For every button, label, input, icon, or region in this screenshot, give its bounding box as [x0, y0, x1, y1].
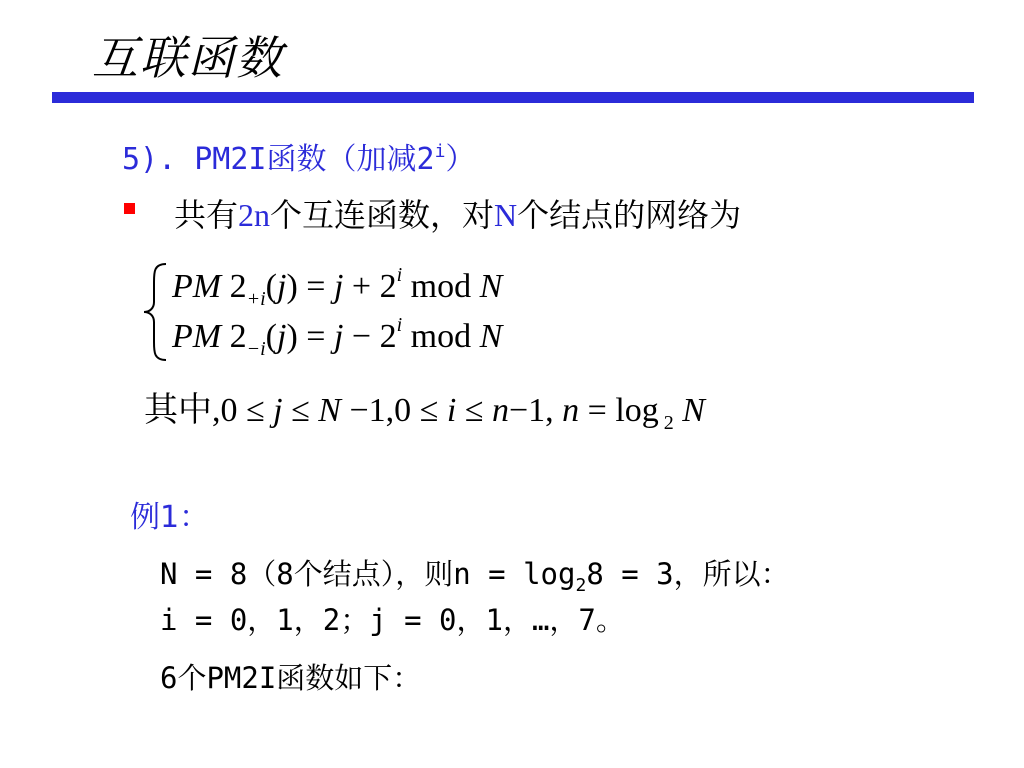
- eq1-j: j: [276, 268, 287, 305]
- eq2-op: − 2: [343, 318, 397, 355]
- eq2-mod: mod: [402, 318, 480, 355]
- eq1-mod: mod: [402, 268, 480, 305]
- eq1-j2: j: [333, 268, 344, 305]
- bullet-square-icon: [124, 203, 135, 214]
- eq2-j2: j: [333, 318, 344, 355]
- section-heading-sup: i: [434, 141, 446, 162]
- where-c1: ,0 ≤: [212, 392, 274, 429]
- ex1-pre: N = 8（8个结点），则n = log: [160, 557, 576, 591]
- eq2-sub: −i: [246, 338, 266, 360]
- eq2-N: N: [479, 318, 503, 355]
- where-c6: = log: [579, 392, 659, 429]
- where-N2: N: [673, 392, 705, 429]
- section-heading-text: 5). PM2I函数（加减2: [122, 142, 435, 177]
- bullet-mid: 个互连函数，对: [270, 196, 495, 234]
- eq2-two: 2: [221, 318, 247, 355]
- eq1-close: ) =: [286, 268, 334, 305]
- where-c5: −1,: [508, 392, 563, 429]
- ex1-post: 8 = 3，所以：: [586, 557, 790, 591]
- equation-plus: [172, 264, 503, 310]
- eq2-open: (: [265, 318, 277, 355]
- eq2-j: j: [276, 318, 287, 355]
- example-line-1: [160, 552, 790, 596]
- eq2-pm: PM: [172, 318, 222, 355]
- equation-minus: [172, 314, 503, 360]
- where-c4: ≤: [456, 392, 492, 429]
- example-line-2: i = 0，1，2；j = 0，1，…，7。: [160, 603, 625, 637]
- left-brace-icon: [142, 262, 170, 362]
- eq1-open: (: [265, 268, 277, 305]
- example-label: 例1：: [130, 500, 210, 535]
- eq1-two: 2: [221, 268, 247, 305]
- eq1-sup: i: [396, 264, 403, 286]
- where-N1: N: [318, 392, 341, 429]
- section-heading-close: ）: [445, 142, 476, 177]
- eq1-pm: PM: [172, 268, 222, 305]
- where-pre: 其中: [144, 392, 212, 429]
- where-n2: n: [562, 392, 580, 429]
- ex1-sub: 2: [575, 575, 587, 596]
- eq1-op: + 2: [343, 268, 397, 305]
- where-c3: −1,0 ≤: [340, 392, 447, 429]
- page-title: 互联函数: [92, 31, 284, 85]
- bullet-pre: 共有: [174, 196, 239, 234]
- eq2-close: ) =: [286, 318, 334, 355]
- section-heading: [122, 134, 475, 178]
- bullet-num: 2n: [238, 197, 271, 233]
- bullet-N: N: [494, 197, 518, 233]
- eq1-sub: +i: [246, 288, 266, 310]
- where-i: i: [446, 392, 457, 429]
- example-line-3: 6个PM2I函数如下：: [160, 661, 422, 695]
- where-n1: n: [491, 392, 509, 429]
- title-divider-bar: [52, 92, 974, 103]
- where-c2: ≤: [282, 392, 319, 429]
- bullet-post: 个结点的网络为: [517, 196, 742, 234]
- where-j: j: [273, 392, 283, 429]
- eq1-N: N: [479, 268, 503, 305]
- where-sub: 2: [658, 412, 674, 434]
- eq2-sup: i: [396, 314, 403, 336]
- bullet-text: [174, 190, 741, 236]
- constraint-line: [144, 382, 705, 434]
